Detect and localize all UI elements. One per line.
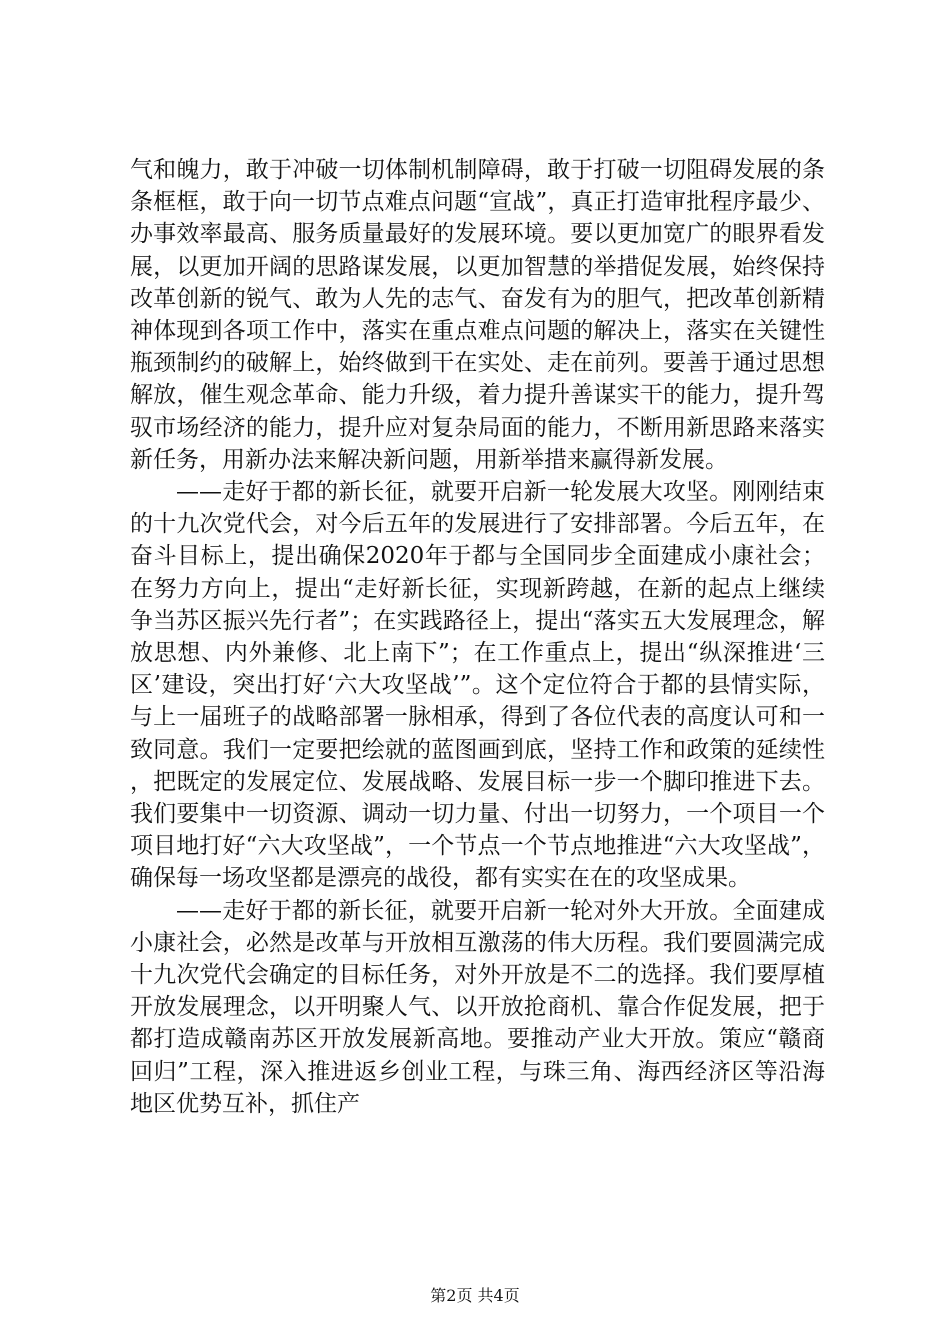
page-number-footer: 第2页 共4页 — [430, 1286, 520, 1305]
paragraph-1: 气和魄力，敢于冲破一切体制机制障碍，敢于打破一切阻碍发展的条条框框，敢于向一切节点难点问题“宣战”，真正打造审批程序最少、办事效率最高、服务质量最好的发展环境。要以更加宽广的眼界看发展，以更加开阔的思路谋发展，以更加智慧的举措促发展，始终保持改革创新的锐气、敢为人先的志气、奋发有为的胆气，把改革创新精神体现到各项工作中，落实在重点难点问题的解决上，落实在关键性瓶颈制约的破解上，始终做到干在实处、走在前列。要善于通过思想解放，催生观念革命、能力升级，着力提升善谋实干的能力，提升驾驭市场经济的能力，提升应对复杂局面的能力，不断用新思路来落实新任务，用新办法来解决新问题，用新举措来赢得新发展。 — [130, 157, 825, 473]
paragraph-2: ——走好于都的新长征，就要开启新一轮发展大攻坚。刚刚结束的十九次党代会，对今后五年的发展进行了安排部署。今后五年，在奋斗目标上，提出确保2020年于都与全国同步全面建成小康社会；在努力方向上，提出“走好新长征，实现新跨越，在新的起点上继续争当苏区振兴先行者”；在实践路径上，提出“落实五大发展理念，解放思想、内外兼修、北上南下”；在工作重点上，提出“纵深推进‘三区’建设，突出打好‘六大攻坚战’”。这个定位符合于都的县情实际，与上一届班子的战略部署一脉相承，得到了各位代表的高度认可和一致同意。我们一定要把绘就的蓝图画到底，坚持工作和政策的延续性，把既定的发展定位、发展战略、发展目标一步一个脚印推进下去。我们要集中一切资源、调动一切力量、付出一切努力，一个项目一个项目地打好“六大攻坚战”，一个节点一个节点地推进“六大攻坚战”，确保每一场攻坚都是漂亮的战役，都有实实在在的攻坚成果。 — [130, 479, 825, 892]
document-body — [130, 154, 825, 1120]
paragraph-3: ——走好于都的新长征，就要开启新一轮对外大开放。全面建成小康社会，必然是改革与开放相互激荡的伟大历程。我们要圆满完成十九次党代会确定的目标任务，对外开放是不二的选择。我们要厚植开放发展理念，以开明聚人气、以开放抢商机、靠合作促发展，把于都打造成赣南苏区开放发展新高地。要推动产业大开放。策应“赣商回归”工程，深入推进返乡创业工程，与珠三角、海西经济区等沿海地区优势互补，抓住产 — [130, 897, 825, 1117]
